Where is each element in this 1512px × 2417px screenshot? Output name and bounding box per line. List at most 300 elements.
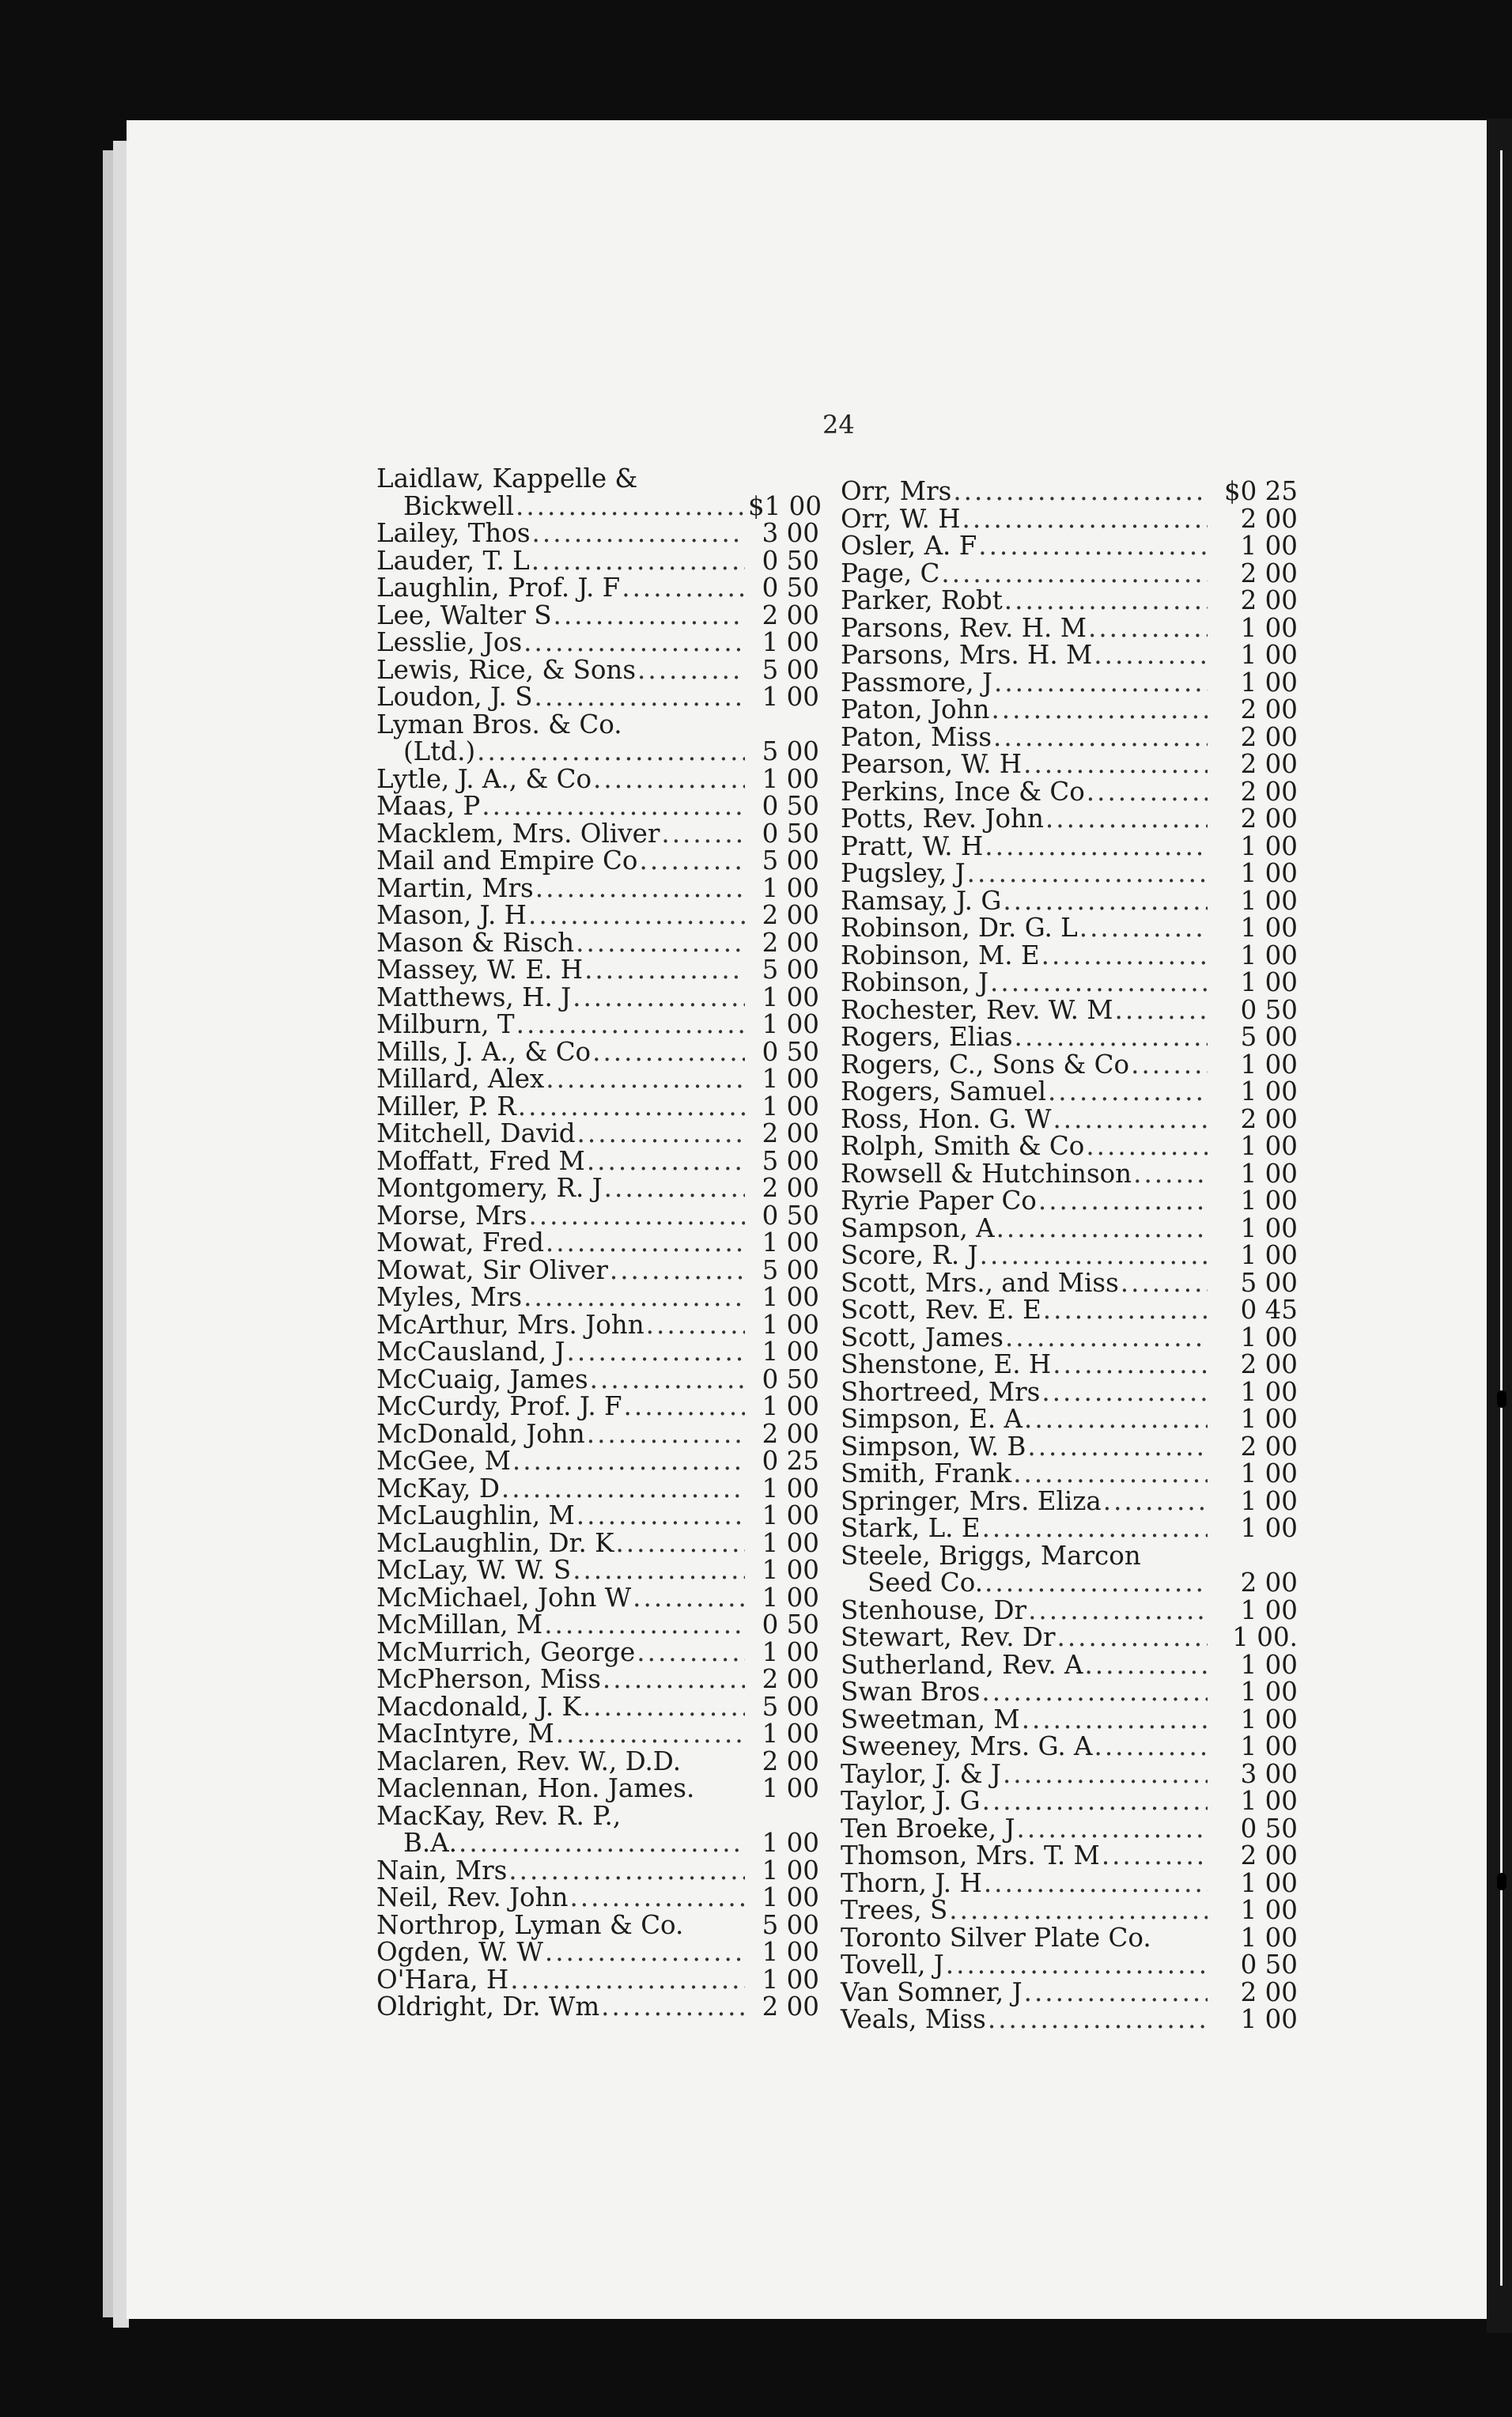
- dot-leader: [577, 1120, 745, 1148]
- dot-leader: [991, 696, 1208, 724]
- list-item: [841, 1951, 1298, 1979]
- subscription-amount: 1 00: [762, 1527, 819, 1558]
- dot-leader: [994, 669, 1208, 697]
- dot-leader: [516, 493, 745, 520]
- subscriber-name: Montgomery, R. J: [376, 1173, 603, 1203]
- subscriber-name: Springer, Mrs. Eliza: [841, 1485, 1102, 1516]
- dot-leader: [988, 2006, 1208, 2033]
- dot-leader: [576, 929, 745, 957]
- dot-leader: [1079, 914, 1208, 942]
- subscriber-name: McLaughlin, M: [376, 1500, 575, 1530]
- list-item: [841, 1103, 1298, 1134]
- subscription-amount: 1 00: [762, 1337, 819, 1367]
- subscriber-name: Rogers, Samuel: [841, 1076, 1046, 1106]
- dot-leader: [1086, 1133, 1208, 1160]
- subscription-amount: 1 00: [762, 1719, 819, 1749]
- subscriber-name: Stark, L. E: [841, 1513, 981, 1543]
- dot-leader: [604, 1174, 745, 1202]
- subscription-amount: 1 00: [762, 1555, 819, 1585]
- subscription-amount: 2 00: [1240, 694, 1298, 724]
- subscriber-name: Pugsley, J: [841, 858, 966, 888]
- subscription-amount: 1 00: [1240, 913, 1298, 943]
- subscription-amount: 3 00: [1240, 1758, 1298, 1789]
- dot-leader: [569, 1884, 745, 1912]
- subscription-amount: 0 50: [762, 573, 819, 603]
- subscription-amount: 1 00: [1240, 1404, 1298, 1434]
- subscriber-name: Matthews, H. J: [376, 982, 572, 1012]
- dot-leader: [1024, 1405, 1208, 1433]
- subscriber-name: Robinson, J: [841, 967, 989, 997]
- subscription-amount: 2 00: [762, 927, 819, 958]
- subscriber-name: Parker, Robt: [841, 585, 1003, 615]
- dot-leader: [1038, 1187, 1208, 1215]
- subscriber-name: Rolph, Smith & Co: [841, 1131, 1085, 1161]
- subscriber-name: Van Somner, J: [841, 1976, 1022, 2007]
- subscriber-name: Laughlin, Prof. J. F: [376, 573, 621, 603]
- dot-leader: [949, 1897, 1208, 1924]
- subscriber-name: McLaughlin, Dr. K: [376, 1527, 614, 1558]
- subscription-amount: 2 00: [762, 1664, 819, 1694]
- subscription-amount: 3 00: [762, 518, 819, 548]
- dot-leader: [603, 1666, 745, 1693]
- subscriber-name: Robinson, Dr. G. L: [841, 913, 1078, 943]
- subscription-amount: 1 00: [762, 1828, 819, 1858]
- dot-leader: [524, 629, 745, 656]
- list-item: [376, 602, 819, 630]
- subscription-amount: 1 00: [1240, 1240, 1298, 1270]
- list-item: [376, 1145, 819, 1176]
- subscriber-name: MacKay, Rev. R. P.,: [376, 1800, 622, 1831]
- list-item: [376, 1556, 819, 1584]
- list-item: [841, 1758, 1298, 1789]
- list-item: [841, 1269, 1298, 1297]
- subscriber-name: (Ltd.): [403, 736, 476, 766]
- subscriber-name: Robinson, M. E: [841, 940, 1040, 970]
- subscriber-name: Lauder, T. L: [376, 545, 530, 576]
- list-item: [841, 587, 1298, 615]
- subscriber-name: Mail and Empire Co: [376, 845, 638, 876]
- subscriber-name: McCuaig, James: [376, 1364, 588, 1394]
- list-item: [376, 1993, 819, 2021]
- list-item: [376, 1802, 819, 1830]
- list-item: [841, 560, 1298, 588]
- subscription-amount: 2 00: [1240, 503, 1298, 534]
- subscription-amount: 1 00: [1240, 667, 1298, 698]
- subscriber-name: Shenstone, E. H: [841, 1349, 1052, 1379]
- subscriber-name: Sweeney, Mrs. G. A: [841, 1731, 1093, 1761]
- subscription-amount: 5 00: [1240, 1022, 1298, 1052]
- dot-leader: [1003, 1761, 1208, 1788]
- subscriber-name: Mowat, Sir Oliver: [376, 1254, 608, 1285]
- subscriber-name: Neil, Rev. John: [376, 1882, 569, 1912]
- subscription-amount: 1 00: [1240, 640, 1298, 670]
- subscriber-name: Mason, J. H: [376, 900, 527, 930]
- dot-leader: [633, 1584, 745, 1612]
- list-item: [376, 465, 819, 493]
- right-column-list: [841, 478, 1298, 2033]
- subscription-amount: 5 00: [762, 1145, 819, 1176]
- subscriber-name: Sutherland, Rev. A: [841, 1649, 1083, 1680]
- list-item: [376, 1254, 819, 1285]
- dot-leader: [1003, 887, 1208, 915]
- subscription-amount: 0 50: [762, 1200, 819, 1231]
- subscription-amount: 0 50: [762, 1364, 819, 1394]
- subscriber-name: Bickwell: [403, 490, 515, 521]
- subscriber-name: Mowat, Fred: [376, 1227, 544, 1258]
- subscription-amount: 2 00: [762, 600, 819, 630]
- subscriber-name: MacIntyre, M: [376, 1719, 554, 1749]
- list-item: [376, 1909, 819, 1940]
- subscription-amount: 1 00: [1240, 1158, 1298, 1189]
- dot-leader: [624, 1393, 745, 1420]
- subscription-amount: 1 00.: [1232, 1622, 1298, 1652]
- page-number: 24: [822, 410, 855, 440]
- subscriber-name: Swan Bros: [841, 1677, 981, 1707]
- subscriber-name: Thorn, J. H: [841, 1867, 982, 1898]
- list-item: [376, 1284, 819, 1311]
- subscription-amount: 0 50: [1240, 1950, 1298, 1980]
- list-item: [841, 478, 1298, 505]
- list-item: [376, 711, 819, 739]
- subscriber-name: O'Hara, H: [376, 1964, 509, 1995]
- dot-leader: [535, 875, 745, 902]
- list-item: [376, 1666, 819, 1693]
- dot-leader: [1115, 997, 1208, 1024]
- list-item: [376, 792, 819, 820]
- list-item: [376, 872, 819, 903]
- list-item: [376, 1720, 819, 1748]
- subscription-amount: 1 00: [1240, 1594, 1298, 1625]
- dot-leader: [996, 1215, 1208, 1243]
- dot-leader: [584, 956, 745, 984]
- subscriber-name: Scott, Rev. E. E: [841, 1295, 1041, 1325]
- subscription-amount: 1 00: [762, 1964, 819, 1995]
- subscriber-name: Taylor, J. & J: [841, 1758, 1001, 1789]
- subscription-amount: 5 00: [1240, 1267, 1298, 1298]
- list-item: [841, 1212, 1298, 1243]
- list-item: [841, 1078, 1298, 1106]
- subscriber-name: Loudon, J. S: [376, 682, 533, 712]
- list-item: [376, 1093, 819, 1121]
- subscription-amount: 5 00: [762, 845, 819, 876]
- subscriber-name: Oldright, Dr. Wm: [376, 1991, 600, 2022]
- subscriber-name: McCausland, J: [376, 1337, 565, 1367]
- subscriber-name: Parsons, Mrs. H. M: [841, 640, 1093, 670]
- dot-leader: [982, 1515, 1208, 1542]
- dot-leader: [640, 847, 746, 875]
- subscription-amount: 2 00: [762, 900, 819, 930]
- list-item: [376, 956, 819, 984]
- subscription-amount: 2 00: [1240, 721, 1298, 752]
- dot-leader: [1013, 1460, 1208, 1488]
- dot-leader: [1053, 1351, 1208, 1379]
- dot-leader: [528, 1202, 745, 1230]
- list-item: [841, 1460, 1298, 1488]
- subscription-amount: 1 00: [762, 1582, 819, 1613]
- dot-leader: [1088, 615, 1208, 642]
- list-item: [376, 929, 819, 957]
- list-item: [841, 1976, 1298, 2007]
- list-item: [841, 1924, 1298, 1952]
- subscriber-name: Ramsay, J. G: [841, 885, 1002, 916]
- list-item: [376, 902, 819, 929]
- dot-leader: [1131, 1051, 1208, 1079]
- dot-leader: [512, 1447, 745, 1475]
- list-item: [376, 1611, 819, 1639]
- subscriber-name: Martin, Mrs: [376, 872, 534, 903]
- subscription-amount: 1 00: [1240, 967, 1298, 997]
- subscriber-name: Miller, P. R: [376, 1091, 516, 1122]
- list-item: [376, 1202, 819, 1230]
- dot-leader: [554, 602, 746, 630]
- subscription-amount: 0 50: [1240, 994, 1298, 1025]
- dot-leader: [953, 478, 1208, 505]
- dot-leader: [646, 1311, 745, 1339]
- subscription-amount: 5 00: [762, 955, 819, 985]
- subscription-amount: 1 00: [1240, 1322, 1298, 1352]
- dot-leader: [1041, 1379, 1208, 1406]
- subscription-amount: 1 00: [1240, 1513, 1298, 1543]
- subscriber-name: Lesslie, Jos: [376, 627, 523, 657]
- subscription-amount: 1 00: [762, 1636, 819, 1667]
- dot-leader: [1004, 587, 1208, 615]
- subscriber-name: Northrop, Lyman & Co.: [376, 1909, 684, 1940]
- subscriber-name: Pratt, W. H: [841, 830, 984, 861]
- list-item: [841, 1706, 1298, 1734]
- subscriber-name: Maas, P: [376, 791, 481, 821]
- subscriber-name: Laidlaw, Kappelle &: [376, 463, 638, 494]
- dot-leader: [1023, 751, 1208, 778]
- dot-leader: [583, 1693, 745, 1721]
- subscription-amount: 2 00: [762, 1173, 819, 1203]
- list-item: [841, 641, 1298, 669]
- dot-leader: [518, 1093, 745, 1121]
- subscription-amount: 1 00: [1240, 1731, 1298, 1761]
- subscription-amount: 1 00: [1240, 1704, 1298, 1734]
- dot-leader: [615, 1530, 745, 1557]
- list-item: [376, 1693, 819, 1721]
- dot-leader: [1094, 1733, 1208, 1761]
- dot-leader: [1087, 778, 1208, 806]
- subscription-amount: 2 00: [1240, 1431, 1298, 1462]
- subscriber-name: Scott, Mrs., and Miss: [841, 1267, 1119, 1298]
- dot-leader: [545, 1939, 745, 1966]
- subscription-amount: 2 00: [762, 1418, 819, 1449]
- list-item: [376, 1038, 819, 1066]
- list-item: [376, 1120, 819, 1148]
- subscription-amount: $1 00: [748, 490, 822, 521]
- list-item: [841, 1242, 1298, 1269]
- list-item: [841, 1842, 1298, 1870]
- subscription-amount: 0 50: [762, 1036, 819, 1067]
- subscription-amount: 1 00: [1240, 858, 1298, 888]
- dot-leader: [1024, 1979, 1208, 2007]
- subscription-amount: 2 00: [1240, 585, 1298, 615]
- list-item: [376, 1065, 819, 1093]
- subscription-amount: 1 00: [1240, 1458, 1298, 1488]
- subscription-amount: 1 00: [1240, 612, 1298, 643]
- list-item: [841, 612, 1298, 643]
- dot-leader: [601, 1993, 745, 2021]
- dot-leader: [967, 860, 1208, 887]
- subscription-amount: 1 00: [1240, 2004, 1298, 2034]
- subscriber-name: Lyman Bros. & Co.: [376, 709, 622, 739]
- dot-leader: [524, 1284, 745, 1311]
- subscriber-name: Seed Co.: [868, 1568, 984, 1598]
- dot-leader: [556, 1720, 745, 1748]
- subscriber-name: Rogers, Elias: [841, 1022, 1013, 1052]
- subscriber-name: Sampson, A: [841, 1212, 995, 1243]
- list-item: [841, 1324, 1298, 1352]
- dot-leader: [1005, 1324, 1208, 1352]
- list-item: [376, 1502, 819, 1530]
- subscription-amount: 1 00: [762, 982, 819, 1012]
- list-item: [376, 847, 819, 875]
- list-item: [376, 1174, 819, 1202]
- subscriber-name: McDonald, John: [376, 1418, 585, 1449]
- subscription-amount: 2 00: [762, 1991, 819, 2022]
- subscriber-name: McPherson, Miss: [376, 1664, 601, 1694]
- subscription-amount: 2 00: [1240, 1976, 1298, 2007]
- subscriber-name: Mills, J. A., & Co: [376, 1036, 592, 1067]
- subscription-amount: 0 50: [1240, 1813, 1298, 1844]
- list-item: [841, 914, 1298, 942]
- subscriber-name: Lailey, Thos: [376, 518, 531, 548]
- subscriber-name: Veals, Miss: [841, 2004, 986, 2034]
- dot-leader: [1057, 1624, 1208, 1651]
- list-item: [841, 1160, 1298, 1188]
- subscription-amount: 1 00: [762, 1773, 819, 1803]
- subscriber-name: B.A.: [403, 1828, 458, 1858]
- list-item: [376, 1636, 819, 1667]
- subscriber-name: Osler, A. F: [841, 531, 977, 561]
- list-item: [841, 994, 1298, 1025]
- dot-leader: [985, 833, 1208, 861]
- subscription-amount: 1 00: [762, 627, 819, 657]
- subscriber-name: Potts, Rev. John: [841, 804, 1044, 834]
- dot-leader: [532, 520, 745, 547]
- subscriber-name: Shortreed, Mrs: [841, 1376, 1041, 1407]
- subscriber-name: Orr, Mrs: [841, 476, 952, 506]
- list-item: [841, 1542, 1298, 1570]
- list-item: [376, 1748, 819, 1776]
- subscription-amount: 0 25: [762, 1446, 819, 1476]
- dot-leader: [1084, 1651, 1208, 1679]
- list-item: [841, 805, 1298, 833]
- subscription-amount: 1 00: [762, 1391, 819, 1421]
- subscriber-name: Orr, W. H: [841, 503, 961, 534]
- subscriber-name: Lewis, Rice, & Sons: [376, 654, 637, 685]
- dot-leader: [573, 984, 745, 1012]
- list-item: [376, 984, 819, 1012]
- subscription-amount: 1 00: [1240, 1186, 1298, 1216]
- list-item: [841, 1296, 1298, 1324]
- list-item: [376, 520, 819, 547]
- subscription-amount: 2 00: [1240, 749, 1298, 779]
- list-item: [841, 1433, 1298, 1461]
- facing-page-rule: [1500, 150, 1503, 2286]
- subscription-amount: 0 45: [1240, 1295, 1298, 1325]
- list-item: [841, 1897, 1298, 1924]
- list-item: [376, 738, 819, 766]
- subscription-amount: 2 00: [1240, 1840, 1298, 1870]
- dot-leader: [508, 1857, 745, 1885]
- dot-leader: [661, 820, 745, 848]
- subscription-amount: 2 00: [1240, 1103, 1298, 1134]
- subscriber-name: Lytle, J. A., & Co: [376, 763, 592, 794]
- dot-leader: [981, 1678, 1208, 1706]
- dot-leader: [1094, 641, 1208, 669]
- subscription-amount: 1 00: [1240, 1649, 1298, 1680]
- list-item: [841, 1733, 1298, 1761]
- dot-leader: [637, 656, 745, 684]
- list-item: [841, 1867, 1298, 1898]
- list-item: [376, 820, 819, 848]
- subscription-amount: 0 50: [762, 818, 819, 849]
- subscription-amount: 2 00: [762, 1746, 819, 1776]
- dot-leader: [985, 1569, 1208, 1597]
- subscription-amount: 1 00: [1240, 1076, 1298, 1106]
- list-item: [376, 1829, 819, 1857]
- dot-leader: [459, 1829, 745, 1857]
- subscription-amount: 5 00: [762, 1254, 819, 1285]
- subscription-amount: 5 00: [762, 736, 819, 766]
- subscriber-name: Perkins, Ince & Co: [841, 776, 1085, 807]
- subscriber-name: Massey, W. E. H: [376, 955, 584, 985]
- subscription-amount: 0 50: [762, 791, 819, 821]
- subscriber-name: Ten Broeke, J: [841, 1813, 1015, 1844]
- dot-leader: [1103, 1488, 1208, 1515]
- list-item: [841, 721, 1298, 752]
- list-item: [376, 574, 819, 602]
- list-item: [841, 532, 1298, 560]
- subscription-amount: 1 00: [762, 1855, 819, 1886]
- subscription-amount: 1 00: [762, 872, 819, 903]
- list-item: [376, 1338, 819, 1366]
- subscriber-name: Lee, Walter S: [376, 600, 552, 630]
- subscriber-name: Rowsell & Hutchinson: [841, 1158, 1132, 1189]
- dot-leader: [587, 1420, 745, 1448]
- list-item: [376, 1966, 819, 1994]
- list-item: [376, 1011, 819, 1038]
- dot-leader: [590, 1366, 745, 1394]
- subscription-amount: 0 50: [762, 545, 819, 576]
- subscriber-name: McCurdy, Prof. J. F: [376, 1391, 622, 1421]
- list-item: [376, 1775, 819, 1802]
- subscription-amount: 1 00: [762, 1937, 819, 1967]
- dot-leader: [544, 1611, 745, 1639]
- dot-leader: [477, 738, 745, 766]
- subscription-amount: 1 00: [1240, 1677, 1298, 1707]
- dot-leader: [1027, 1433, 1208, 1461]
- subscription-amount: 1 00: [762, 1227, 819, 1258]
- subscriber-name: Passmore, J: [841, 667, 992, 698]
- subscriber-name: McMichael, John W: [376, 1582, 632, 1613]
- subscription-amount: 1 00: [1240, 1922, 1298, 1953]
- dot-leader: [978, 532, 1208, 560]
- dot-leader: [501, 1475, 745, 1503]
- subscriber-name: Score, R. J: [841, 1240, 978, 1270]
- subscription-amount: 1 00: [1240, 531, 1298, 561]
- list-item: [841, 778, 1298, 806]
- subscriber-name: Maclennan, Hon. James.: [376, 1773, 695, 1803]
- list-item: [841, 1569, 1298, 1597]
- subscription-amount: 1 00: [762, 682, 819, 712]
- list-item: [841, 669, 1298, 697]
- subscription-amount: 1 00: [1240, 940, 1298, 970]
- subscriber-name: Paton, Miss: [841, 721, 992, 752]
- list-item: [376, 656, 819, 684]
